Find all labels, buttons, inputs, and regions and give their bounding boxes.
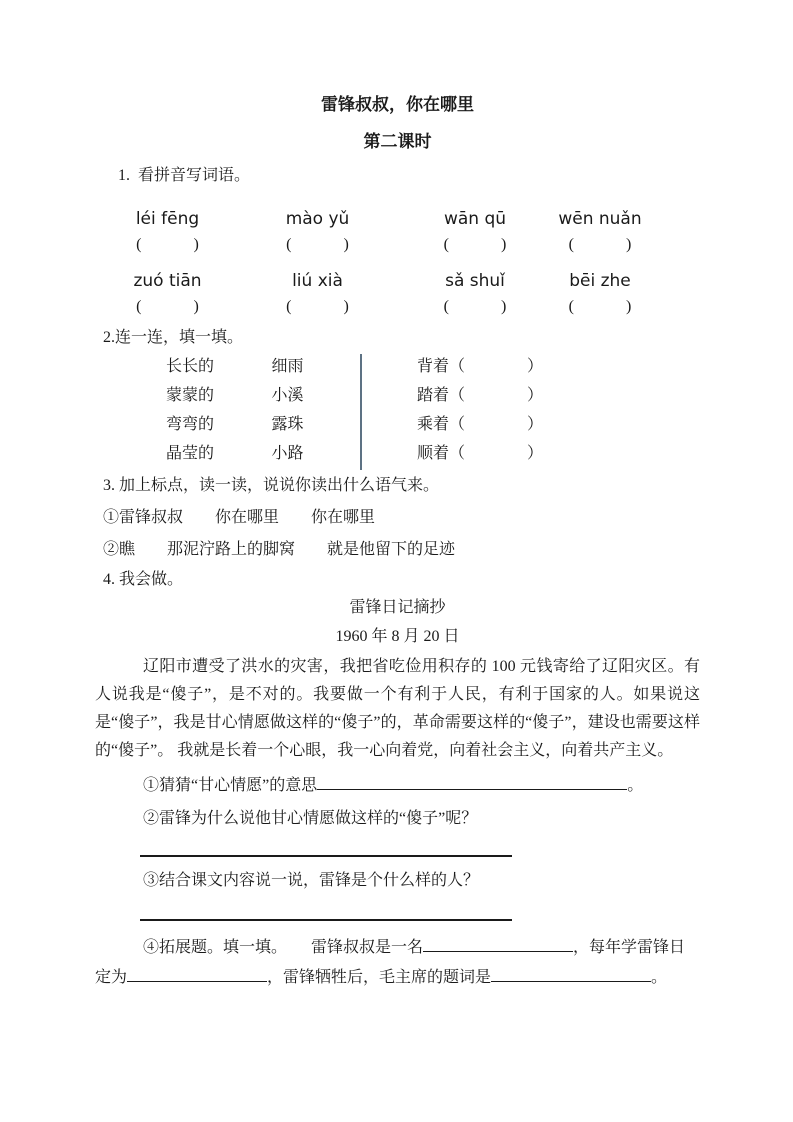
answer-line xyxy=(140,829,512,857)
sub-question-4-label: ④拓展题。填一填。 xyxy=(143,939,280,956)
answer-blank-parens xyxy=(555,294,645,320)
matching-exercise xyxy=(95,352,700,470)
pinyin-word: sǎ shuǐ xyxy=(445,271,505,291)
answer-blank-parens xyxy=(95,294,240,320)
paren-open: ( xyxy=(286,298,292,315)
answer-blank-parens xyxy=(240,232,395,258)
diary-date: 1960 年 8 月 20 日 xyxy=(335,628,460,645)
pinyin-word: liú xià xyxy=(292,271,343,291)
matching-columns xyxy=(125,352,320,468)
pinyin-row-1 xyxy=(95,206,700,232)
answer-blank xyxy=(317,773,627,790)
paren-close: ） xyxy=(527,387,544,404)
sub-question-3: ③结合课文内容说一说，雷锋是个什么样的人？ xyxy=(143,872,480,889)
question2-heading: 2.连一连，填一填。 xyxy=(103,329,244,346)
sub-question-1 xyxy=(95,773,700,796)
pinyin-word: wēn nuǎn xyxy=(558,209,642,229)
question3-heading: 3. 加上标点，读一读，说说你读出什么语气来。 xyxy=(103,477,440,494)
verb-label: 背着 xyxy=(417,358,450,375)
answer-blank-parens xyxy=(395,294,555,320)
paren-close: ） xyxy=(527,416,544,433)
paren-close: ） xyxy=(527,445,544,462)
paren-close: ) xyxy=(343,298,349,315)
answer-blank xyxy=(127,965,267,982)
answer-blank-parens xyxy=(240,294,395,320)
match-noun: 小溪 xyxy=(271,387,304,404)
paren-close: ) xyxy=(193,236,199,253)
paren-open: （ xyxy=(449,416,466,433)
paren-row-1 xyxy=(95,232,700,258)
pinyin-word: léi fēng xyxy=(135,209,200,229)
pinyin-word: zuó tiān xyxy=(133,271,202,291)
sub-question-1-text: ①猜猜“甘心情愿”的意思 xyxy=(143,777,318,794)
match-noun: 小路 xyxy=(271,445,304,462)
fill-in-row xyxy=(417,410,543,439)
fill-in-row xyxy=(417,352,543,381)
period: 。 xyxy=(627,777,644,794)
sub-question-4 xyxy=(95,933,700,993)
verb-label: 乘着 xyxy=(417,416,450,433)
answer-blank-parens xyxy=(95,232,240,258)
paren-open: ( xyxy=(568,298,574,315)
diary-text: 辽阳市遭受了洪水的灾害，我把省吃俭用积存的 100 元钱寄给了辽阳灾区。有人说我是“傻子”，是不对的。我要做一个有利于人民，有利于国家的人。如果说这是“傻子”，我是甘心情愿做这样的“傻子”的，革命需要这样的“傻子”，建设也需要这样的“傻子”。 我就是长着一个心眼，我一心向着党，向着社会主义，向着共产主义。 xyxy=(95,658,700,759)
fill-in-row xyxy=(417,439,543,468)
pinyin-word: bēi zhe xyxy=(569,271,631,291)
pinyin-row-2 xyxy=(95,268,700,294)
answer-blank-parens xyxy=(555,232,645,258)
page-title: 雷锋叔叔，你在哪里 xyxy=(321,95,474,114)
match-adjective: 蒙蒙的 xyxy=(165,387,214,404)
match-noun: 露珠 xyxy=(271,416,304,433)
pinyin-word: mào yǔ xyxy=(285,209,350,229)
paren-close: ) xyxy=(193,298,199,315)
sub-question-2: ②雷锋为什么说他甘心情愿做这样的“傻子”呢？ xyxy=(143,810,478,827)
fill-in-row xyxy=(417,381,543,410)
paren-close: ) xyxy=(501,298,507,315)
pinyin-word: wān qū xyxy=(443,209,507,229)
paren-open: ( xyxy=(286,236,292,253)
paren-open: （ xyxy=(449,387,466,404)
paren-close: ) xyxy=(626,236,632,253)
match-adjective: 晶莹的 xyxy=(165,445,214,462)
paren-row-2 xyxy=(95,294,700,320)
match-noun: 细雨 xyxy=(271,358,304,375)
paren-open: ( xyxy=(568,236,574,253)
verb-label: 顺着 xyxy=(417,445,450,462)
question3-item-2: ②瞧 那泥泞路上的脚窝 就是他留下的足迹 xyxy=(103,541,456,558)
paren-open: （ xyxy=(449,358,466,375)
paren-open: ( xyxy=(443,236,449,253)
paren-close: ) xyxy=(343,236,349,253)
match-adjective: 弯弯的 xyxy=(165,416,214,433)
paren-close: ) xyxy=(626,298,632,315)
sub-question-4-text: ，每年学雷锋日定为 xyxy=(95,939,686,986)
paren-open: ( xyxy=(136,298,142,315)
answer-blank-parens xyxy=(395,232,555,258)
fill-in-column xyxy=(417,352,543,468)
paren-open: ( xyxy=(136,236,142,253)
verb-label: 踏着 xyxy=(417,387,450,404)
paren-close: ） xyxy=(527,358,544,375)
period: 。 xyxy=(651,969,668,986)
question3-item-1: ①雷锋叔叔 你在哪里 你在哪里 xyxy=(103,509,376,526)
lesson-subtitle: 第二课时 xyxy=(363,132,432,151)
sub-question-4-text: ，雷锋牺牲后，毛主席的题词是 xyxy=(267,969,492,986)
question4-heading: 4. 我会做。 xyxy=(103,571,184,588)
answer-blank xyxy=(423,935,573,952)
paren-close: ) xyxy=(501,236,507,253)
paren-open: ( xyxy=(443,298,449,315)
divider-line xyxy=(360,354,362,470)
diary-title: 雷锋日记摘抄 xyxy=(349,599,446,616)
question1-heading: 1. 看拼音写词语。 xyxy=(118,167,251,184)
paren-open: （ xyxy=(449,445,466,462)
answer-blank xyxy=(491,965,651,982)
sub-question-4-text: 雷锋叔叔是一名 xyxy=(279,939,424,956)
answer-line xyxy=(140,895,512,921)
match-adjective: 长长的 xyxy=(165,358,214,375)
